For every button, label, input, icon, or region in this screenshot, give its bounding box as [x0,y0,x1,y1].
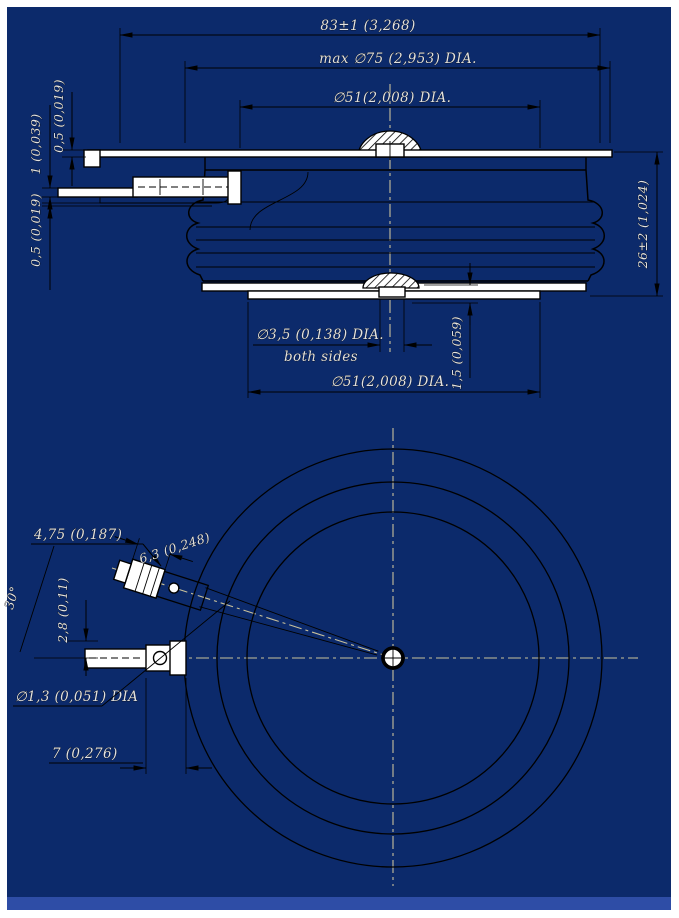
drawing-canvas [7,7,671,897]
dim-center-hole-note: both sides [284,349,358,365]
dim-max-body-dia-label: max ∅75 (2,953) DIA. [319,51,477,67]
dim-gate-terminal-length-label: 6,3 (0,248) [137,529,213,567]
dim-lead-wire-dia-label: ∅1,3 (0,051) DIA [15,689,139,705]
dim-top-flange-thickness-label: 0,5 (0,019) [51,79,66,153]
dim-lead-position-label: 7 (0,276) [52,746,118,762]
dim-gate-angle-label: 30° [1,584,23,612]
dim-bottom-pole-dia-label: ∅51(2,008) DIA. [330,374,450,390]
dim-gate-terminal-width-label: 4,75 (0,187) [34,527,123,543]
dim-pole-step-label: 1,5 (0,059) [449,316,464,390]
dim-overall-width-label: 83±1 (3,268) [320,18,416,34]
cathode-tube [85,649,148,668]
dim-top-pole-dia-label: ∅51(2,008) DIA. [332,90,452,106]
cathode-dome-notch [379,287,405,297]
dim-center-hole-label: ∅3,5 (0,138) DIA. [256,327,384,343]
gate-wire [58,188,137,197]
bottom-accent-bar [7,897,671,910]
dim-gate-lead-lower-thickness-label: 0,5 (0,019) [28,193,43,267]
dim-height-label: 26±2 (1,024) [635,179,650,269]
gate-flange-tab [228,171,241,204]
top-flange-lip [84,150,100,167]
dim-gate-offset-label: 2,8 (0,11) [55,577,70,643]
dim-gate-lead-thickness-label: 1 (0,039) [28,113,43,175]
cathode-step-flange [170,641,186,675]
top-flange-plate [88,150,612,157]
